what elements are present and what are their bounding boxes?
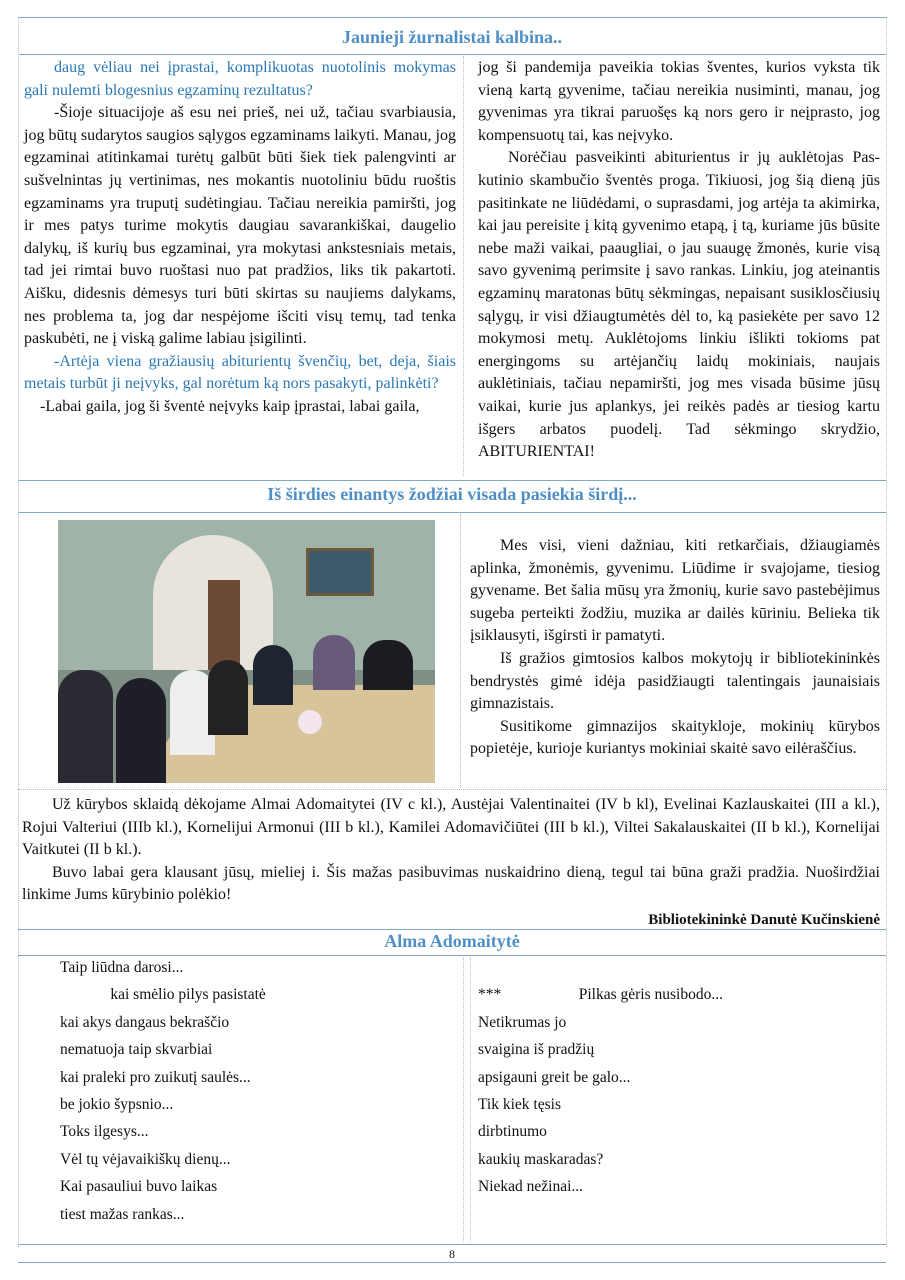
interview-left-column bbox=[24, 57, 456, 419]
paragraph: Buvo labai gera klausant jūsų, mieliej i. Šis mažas pasibuvimas nuskaidrino dieną, tegul tai būna graži pradžia. Nuoširdžiai linkime Jums kūrybinio polėkio! bbox=[22, 863, 880, 904]
poem-line: svaigina iš pradžių bbox=[478, 1041, 595, 1059]
column-divider bbox=[463, 56, 464, 476]
paragraph: jog ši pandemija paveikia tokias šventes, kurios vyksta tik vieną kartą gyvenime, tačiau nereikia nusiminti, manau, jog gyvenimas yra tikrai paruošęs ką nors gero ir neįprasto, jog kompensuotų tai, kas neįvyko. bbox=[478, 59, 880, 144]
poem-line: Taip liūdna darosi... bbox=[60, 959, 184, 976]
top-rule bbox=[18, 17, 886, 18]
footer-rule bbox=[18, 1244, 886, 1245]
interview-question: -Artėja viena gražiausių abiturientų švenčių, bet, deja, šiais metais turbūt ji neįvyks, gal norėtum ką nors pasakyti, palinkėti? bbox=[24, 352, 456, 393]
paragraph: Iš gražios gimtosios kalbos mokytojų ir bibliotekininkės bendrystės gimė idėja pasidžiaugti talentingais jaunaisiais gimnazistais. bbox=[470, 649, 880, 713]
poem-line: tiest mažas rankas... bbox=[60, 1205, 185, 1223]
title-rule bbox=[18, 512, 886, 513]
event-text bbox=[470, 535, 880, 761]
poem-line: Niekad nežinai... bbox=[478, 1178, 584, 1196]
poem-line: dirbtinumo bbox=[478, 1123, 547, 1141]
poem-line: nematuoja taip skvarbiai bbox=[60, 1041, 213, 1059]
page-number: 8 bbox=[449, 1247, 455, 1261]
section-title-interview: Jaunieji žurnalistai kalbina.. bbox=[341, 27, 563, 47]
paragraph: Mes visi, vieni dažniau, kiti retkarčiais, džiaugiamės aplinka, žmonėmis, gyvenimu. Liūdime ir svajojame, tiesiog gyvename. Bet šalia mūsų yra žmonių, kurie savo pastebėjimus sugeba perteikti žodžiu, muzika ar dailės kūriniu. Belieka tik įsiklausyti, išgirsti ir pamatyti. bbox=[470, 537, 880, 645]
section-rule bbox=[18, 480, 886, 481]
interview-right-column bbox=[478, 57, 880, 464]
poem-line bbox=[478, 954, 723, 981]
interview-answer: -Šioje situacijoje aš esu nei prieš, nei už, tačiau svarbiausia, jog būtų sudarytos saugios sąlygos egzaminams laikyti. Manau, jog egzaminai atitinkamai turėtų galbūt būti šiek tiek palengvinti ar sušvelnintas jų vertinimas, nes mokantis nuotoliniu būdu ruoštis egzaminams yra truputį sudėtingiau. Tačiau nereikia pamiršti, jog ir mes patys turime mokytis daugiau savarankiškai, daugelio dalykų, iš kurių bus egzaminai, yra mokytasi ankstesniais metais, tad jei rimtai buvo ruoštasi nuo pat pradžios, liks tik pakartoti. Aišku, didesnis dėmesys turi būti skirtas su naujiems dalykams, nes problema ta, jog dar nespėjome išciti visų temų, tad tenka paskubėti, ne į viską galime labiau įsigilinti. bbox=[24, 104, 456, 348]
poem-left bbox=[60, 954, 266, 1228]
poem-line: Kai pasauliui buvo laikas bbox=[60, 1178, 218, 1196]
poem-line: kai praleki pro zuikutį saulės... bbox=[60, 1068, 251, 1086]
paragraph: Susitikome gimnazijos skaitykloje, mokinių kūrybos popietėje, kurioje kuriantys mokiniai skaitė savo eilėraščius. bbox=[470, 717, 880, 758]
poem-line: Netikrumas jo bbox=[478, 1013, 567, 1031]
poem-line: apsigauni greit be galo... bbox=[478, 1068, 631, 1086]
poem-line: kai smėlio pilys pasistatė bbox=[60, 986, 266, 1004]
section-title-heart: Iš širdies einantys žodžiai visada pasiekia širdį... bbox=[267, 484, 637, 504]
section-rule bbox=[18, 929, 886, 930]
poem-line: kaukių maskaradas? bbox=[478, 1150, 604, 1168]
interview-answer: -Labai gaila, jog ši šventė neįvyks kaip įprastai, labai gaila, bbox=[40, 397, 420, 415]
poem-line: Tik kiek tęsis bbox=[478, 1096, 561, 1114]
paragraph: Norėčiau pasveikinti abiturientus ir jų auklėtojas Paskutinio skambučio šventės proga. Tikiuosi, jog šią dieną jūs pasitinkate ne liūdėdami, o suprasdami, jog artėja ta akimirka, kai jau pereisite į kitą gyvenimo etapą, į tą, kuriame jūs būsite nebe maži vaikai, paaugliai, o jau suaugę žmonės, kurie visą savo gyvenimą perimsite į savo rankas. Linkiu, jog ateinantis egzaminų maratonas būtų sėkmingas, nepaisant susiklosčiusių sąlygų, ir visi džiaugtumėtės dėl to, ką pasiekėte per savo 12 mokymosi metų. Auklėtojoms linkiu išlikti tokioms pat energingoms su artėjančių laidų mokiniais, naujais auklėtiniais, tačiau nepamiršti, jog mes visada būsime jūsų vaikai, kurie jus aplankys, jei reikės padės ar tiesiog kartu išgers arbatos puodelį. Tad sėkmingo skrydžio, ABITURIENTAI! bbox=[478, 149, 880, 461]
title-rule bbox=[18, 54, 886, 55]
poem-line: Vėl tų vėjavaikiškų dienų... bbox=[60, 1150, 231, 1168]
acknowledgements bbox=[22, 794, 880, 932]
interview-question: daug vėliau nei įprastai, komplikuotas nuotolinis mokymas gali nulemti blogesnius egzaminų rezultatus? bbox=[24, 59, 456, 99]
poem-line: kai akys dangaus bekraščio bbox=[60, 1013, 230, 1031]
paragraph: Už kūrybos sklaidą dėkojame Almai Adomaitytei (IV c kl.), Austėjai Valentinaitei (IV b kl), Evelinai Kazlauskaitei (III a kl.), Rojui Valteriui (IIIb kl.), Kornelijui Armonui (III b kl.), Kamilei Adomavičiūtei (III b kl.), Viltei Sakalauskaitei (II b kl.), Kornelijai Vaitkutei (II b kl.). bbox=[22, 796, 880, 859]
section-title-author: Alma Adomaitytė bbox=[384, 931, 520, 951]
poem-line: be jokio šypsnio... bbox=[60, 1096, 174, 1114]
poem-line: Toks ilgesys... bbox=[60, 1123, 149, 1141]
signature: Bibliotekininkė Danutė Kučinskienė bbox=[648, 911, 880, 928]
poem-line: *** Pilkas gėris nusibodo... bbox=[478, 986, 723, 1004]
photo-meeting-in-library bbox=[58, 520, 435, 783]
poem-right bbox=[478, 954, 723, 1201]
